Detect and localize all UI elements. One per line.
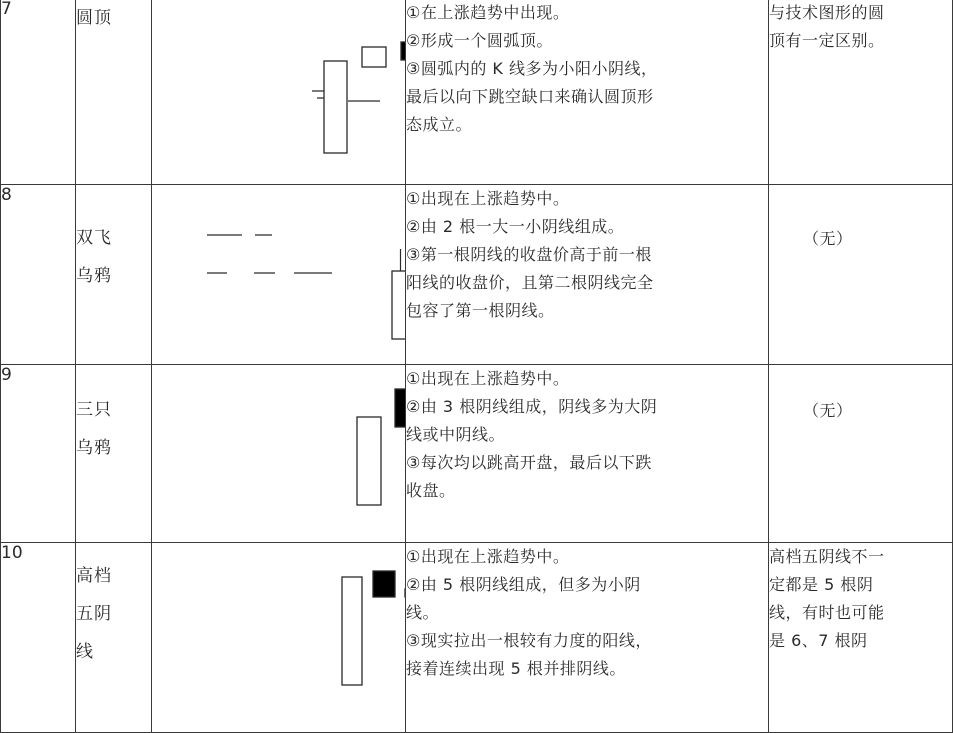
- note-line: 线，有时也可能: [769, 603, 885, 622]
- pattern-number: 7: [1, 0, 76, 185]
- pattern-name: [76, 543, 152, 733]
- note-line: （无）: [803, 229, 853, 248]
- desc-line: ③第一根阴线的收盘价高于前一根: [406, 245, 652, 264]
- desc-line: 包容了第一根阴线。: [406, 301, 555, 320]
- note-line: 定都是 5 根阴: [769, 575, 874, 594]
- pattern-description: [406, 543, 769, 733]
- pattern-chart: [152, 185, 406, 365]
- note-line: 高档五阴线不一: [769, 547, 885, 566]
- pattern-note: [769, 543, 953, 733]
- yin-candle: [395, 389, 405, 427]
- desc-line: 阳线的收盘价，且第二根阴线完全: [406, 273, 654, 292]
- desc-line: ②由 3 根阴线组成，阴线多为大阴: [406, 397, 658, 416]
- desc-line: 接着连续出现 5 根并排阴线。: [406, 659, 626, 678]
- table-row: [1, 365, 953, 543]
- desc-line: ②由 2 根一大一小阴线组成。: [406, 217, 625, 236]
- table-row: [1, 185, 953, 365]
- desc-line: 线。: [406, 603, 440, 622]
- candlestick-diagram: [152, 0, 405, 183]
- note-line: 是 6、7 根阴: [769, 631, 868, 650]
- desc-line: ③现实拉出一根较有力度的阳线，: [406, 631, 652, 650]
- pattern-chart: [152, 365, 406, 543]
- note-line: 与技术图形的圆: [769, 3, 885, 22]
- desc-line: ①出现在上涨趋势中。: [406, 369, 570, 388]
- name-line: 乌鸦: [76, 266, 112, 286]
- yang-candle: [324, 61, 347, 153]
- yin-candle: [373, 571, 395, 597]
- pattern-name: [76, 185, 152, 365]
- desc-line: 态成立。: [406, 115, 473, 134]
- desc-line: ③每次均以跳高开盘，最后以下跌: [406, 453, 652, 472]
- note-line: 顶有一定区别。: [769, 31, 885, 50]
- pattern-name: [76, 0, 152, 185]
- name-line: 双飞: [76, 228, 112, 248]
- pattern-note: [769, 0, 953, 185]
- desc-line: ①在上涨趋势中出现。: [406, 3, 570, 22]
- table-row: [1, 543, 953, 733]
- desc-line: 收盘。: [406, 481, 456, 500]
- note-line: （无）: [803, 401, 853, 420]
- name-line: 圆顶: [76, 8, 112, 28]
- desc-line: 最后以向下跳空缺口来确认圆顶形: [406, 87, 654, 106]
- pattern-chart: [152, 543, 406, 733]
- name-line: 三只: [76, 400, 112, 420]
- pattern-note: [769, 185, 953, 365]
- candlestick-diagram: [152, 365, 405, 541]
- yang-candle: [392, 271, 405, 339]
- table-row: [1, 0, 953, 185]
- name-line: 五阴: [76, 604, 112, 624]
- pattern-number: 10: [1, 543, 76, 733]
- yang-candle: [362, 47, 386, 67]
- name-line: 线: [76, 642, 94, 662]
- pattern-number: 8: [1, 185, 76, 365]
- pattern-description: [406, 0, 769, 185]
- pattern-description: [406, 185, 769, 365]
- name-line: 高档: [76, 566, 112, 586]
- yang-candle: [342, 577, 362, 685]
- name-line: 乌鸦: [76, 438, 112, 458]
- pattern-description: [406, 365, 769, 543]
- desc-line: ②由 5 根阴线组成，但多为小阴: [406, 575, 641, 594]
- desc-line: ①出现在上涨趋势中。: [406, 189, 570, 208]
- pattern-note: [769, 365, 953, 543]
- yang-candle: [357, 417, 381, 505]
- candlestick-diagram: [152, 543, 405, 731]
- desc-line: ③圆弧内的 K 线多为小阳小阴线，: [406, 59, 658, 78]
- pattern-name: [76, 365, 152, 543]
- desc-line: ①出现在上涨趋势中。: [406, 547, 570, 566]
- pattern-number: 9: [1, 365, 76, 543]
- desc-line: 线或中阴线。: [406, 425, 506, 444]
- candlestick-diagram: [152, 185, 405, 363]
- pattern-chart: [152, 0, 406, 185]
- yin-candle: [401, 42, 405, 60]
- desc-line: ②形成一个圆弧顶。: [406, 31, 553, 50]
